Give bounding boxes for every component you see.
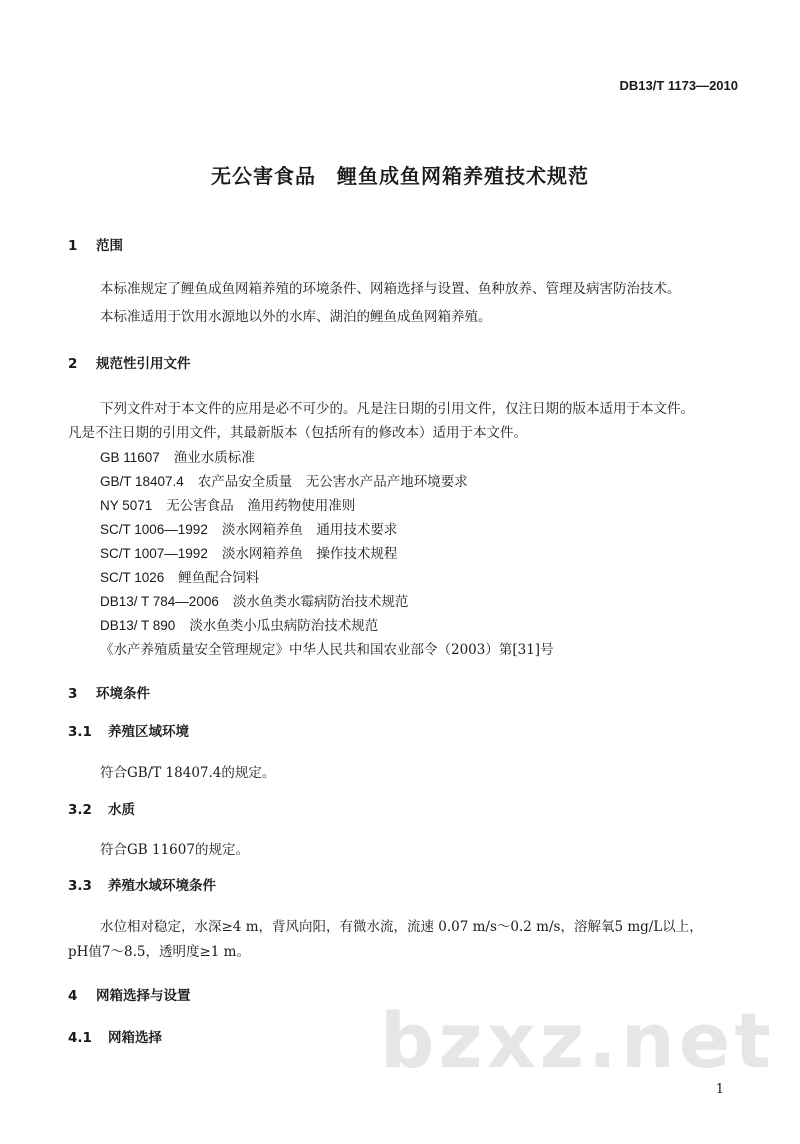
reference-code: DB13/ T 890 xyxy=(100,618,176,633)
reference-code: SC/T 1026 xyxy=(100,570,165,585)
section-3-2-heading xyxy=(68,798,135,818)
section-title: 网箱选择与设置 xyxy=(96,988,191,1004)
section-title: 水质 xyxy=(108,802,135,818)
reference-item xyxy=(100,494,355,514)
reference-item xyxy=(100,566,259,586)
reference-item xyxy=(100,614,378,634)
section-number: 4.1 xyxy=(68,1030,92,1046)
section-number: 3.1 xyxy=(68,724,92,740)
reference-item xyxy=(100,542,397,562)
section-3-2-paragraph: 符合GB 11607的规定。 xyxy=(100,842,249,858)
page-number: 1 xyxy=(715,1082,724,1097)
reference-title: 无公害食品 渔用药物使用准则 xyxy=(166,498,356,514)
reference-item xyxy=(100,518,397,538)
section-3-3-paragraph-line-2: pH值7～8.5，透明度≥1 m。 xyxy=(68,944,250,960)
reference-title: 鲤鱼配合饲料 xyxy=(178,570,260,586)
page-title: 无公害食品 鲤鱼成鱼网箱养殖技术规范 xyxy=(211,164,589,188)
reference-title: 淡水鱼类水霉病防治技术规范 xyxy=(232,594,409,610)
reference-code: SC/T 1006—1992 xyxy=(100,522,208,537)
reference-title: 渔业水质标准 xyxy=(173,450,255,466)
reference-title: 农产品安全质量 无公害水产品产地环境要求 xyxy=(197,474,468,490)
watermark: bzxz.net xyxy=(380,996,775,1085)
section-3-heading xyxy=(68,682,150,702)
reference-item xyxy=(100,446,255,466)
section-2-heading xyxy=(68,352,191,372)
section-2-paragraph-line-2: 凡是不注日期的引用文件，其最新版本（包括所有的修改本）适用于本文件。 xyxy=(68,425,527,441)
section-3-1-paragraph: 符合GB/T 18407.4的规定。 xyxy=(100,765,276,781)
reference-item xyxy=(100,470,468,490)
section-number: 4 xyxy=(68,988,78,1004)
reference-title: 淡水网箱养鱼 操作技术规程 xyxy=(221,546,398,562)
reference-code: GB/T 18407.4 xyxy=(100,474,184,489)
section-title: 范围 xyxy=(96,238,123,254)
section-number: 3.3 xyxy=(68,878,92,894)
section-title: 网箱选择 xyxy=(108,1030,162,1046)
section-number: 2 xyxy=(68,356,78,372)
reference-code: NY 5071 xyxy=(100,498,153,513)
section-title: 环境条件 xyxy=(96,686,150,702)
section-1-heading xyxy=(68,234,123,254)
section-number: 3.2 xyxy=(68,802,92,818)
section-3-3-heading xyxy=(68,874,216,894)
section-1-paragraph-2: 本标准适用于饮用水源地以外的水库、湖泊的鲤鱼成鱼网箱养殖。 xyxy=(100,309,492,325)
section-4-1-heading xyxy=(68,1026,162,1046)
reference-title: 淡水网箱养鱼 通用技术要求 xyxy=(221,522,398,538)
section-2-paragraph-line-1: 下列文件对于本文件的应用是必不可少的。凡是注日期的引用文件，仅注日期的版本适用于本文件。 xyxy=(100,401,694,417)
section-number: 1 xyxy=(68,238,78,254)
section-4-heading xyxy=(68,984,191,1004)
section-3-1-heading xyxy=(68,720,189,740)
section-3-3-paragraph-line-1: 水位相对稳定，水深≥4 m，背风向阳，有微水流，流速 0.07 m/s～0.2 m/s，溶解氧5 mg/L以上， xyxy=(100,919,703,935)
reference-code: GB 11607 xyxy=(100,450,160,465)
section-1-paragraph-1: 本标准规定了鲤鱼成鱼网箱养殖的环境条件、网箱选择与设置、鱼种放养、管理及病害防治技术。 xyxy=(100,281,681,297)
section-title: 养殖水域环境条件 xyxy=(108,878,216,894)
reference-title: 淡水鱼类小瓜虫病防治技术规范 xyxy=(189,618,379,634)
reference-code: DB13/ T 784—2006 xyxy=(100,594,219,609)
section-title: 规范性引用文件 xyxy=(96,356,191,372)
reference-item xyxy=(100,590,408,610)
section-title: 养殖区域环境 xyxy=(108,724,189,740)
section-number: 3 xyxy=(68,686,78,702)
reference-code: SC/T 1007—1992 xyxy=(100,546,208,561)
reference-item-regulation: 《水产养殖质量安全管理规定》中华人民共和国农业部令（2003）第[31]号 xyxy=(100,642,554,658)
standard-code: DB13/T 1173—2010 xyxy=(619,78,738,93)
